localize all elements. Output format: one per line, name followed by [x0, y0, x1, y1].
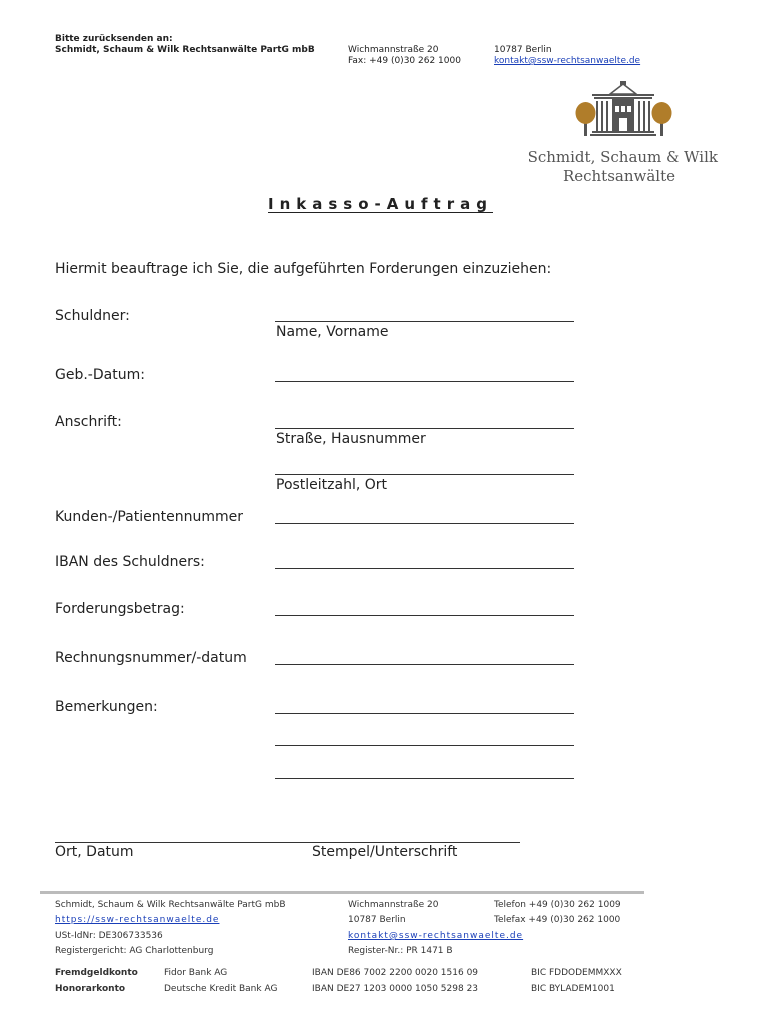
footer-divider: [40, 891, 644, 894]
sublabel-strasse: Straße, Hausnummer: [276, 431, 426, 447]
logo-firm-name: Schmidt, Schaum & Wilk: [527, 148, 718, 166]
input-line-betrag[interactable]: [275, 615, 574, 616]
input-line-iban[interactable]: [275, 568, 574, 569]
sublabel-name-vorname: Name, Vorname: [276, 324, 389, 340]
label-kunden-nr: Kunden-/Patientennummer: [55, 509, 243, 525]
input-line-rechnung[interactable]: [275, 664, 574, 665]
footer-telefax: Telefax +49 (0)30 262 1000: [494, 915, 621, 925]
header-fax: Fax: +49 (0)30 262 1000: [348, 56, 461, 66]
label-bemerkungen: Bemerkungen:: [55, 699, 158, 715]
firm-logo: [570, 80, 680, 140]
bank-row-bank: Fidor Bank AG: [164, 968, 228, 978]
page-title: Inkasso-Auftrag: [268, 195, 493, 213]
building-trees-icon: [570, 80, 680, 140]
footer-website-link[interactable]: https://ssw-rechtsanwaelte.de: [55, 915, 220, 925]
header-firm-name: Schmidt, Schaum & Wilk Rechtsanwälte PartG mbB: [55, 45, 315, 55]
label-iban: IBAN des Schuldners:: [55, 554, 205, 570]
input-line-bemerkungen-1[interactable]: [275, 713, 574, 714]
signature-line[interactable]: [55, 842, 520, 843]
input-line-kunden-nr[interactable]: [275, 523, 574, 524]
bank-row-iban: IBAN DE27 1203 0000 1050 5298 23: [312, 984, 479, 994]
label-rechnung: Rechnungsnummer/-datum: [55, 650, 247, 666]
input-line-plz-ort[interactable]: [275, 474, 574, 475]
input-line-bemerkungen-2[interactable]: [275, 745, 574, 746]
footer-phone: Telefon +49 (0)30 262 1009: [494, 900, 621, 910]
header-street: Wichmannstraße 20: [348, 45, 439, 55]
footer-street: Wichmannstraße 20: [348, 900, 439, 910]
label-anschrift: Anschrift:: [55, 414, 122, 430]
input-line-strasse[interactable]: [275, 428, 574, 429]
label-schuldner: Schuldner:: [55, 308, 130, 324]
label-geb-datum: Geb.-Datum:: [55, 367, 145, 383]
bank-row-bank: Deutsche Kredit Bank AG: [164, 984, 278, 994]
footer-email-link[interactable]: kontakt@ssw-rechtsanwaelte.de: [348, 931, 524, 941]
sublabel-plz-ort: Postleitzahl, Ort: [276, 477, 388, 493]
header-city: 10787 Berlin: [494, 45, 552, 55]
bank-row-bic: BIC FDDODEMMXXX: [531, 968, 622, 978]
logo-firm-subtitle: Rechtsanwälte: [562, 167, 675, 185]
intro-text: Hiermit beauftrage ich Sie, die aufgeführten Forderungen einzuziehen:: [55, 261, 552, 277]
label-betrag: Forderungsbetrag:: [55, 601, 185, 617]
label-ort-datum: Ort, Datum: [55, 844, 134, 860]
bank-row-label: Honorarkonto: [55, 984, 126, 994]
input-line-geb-datum[interactable]: [275, 381, 574, 382]
bank-row-iban: IBAN DE86 7002 2200 0020 1516 09: [312, 968, 479, 978]
footer-register-court: Registergericht: AG Charlottenburg: [55, 946, 214, 956]
bank-row-label: Fremdgeldkonto: [55, 968, 138, 978]
footer-firm: Schmidt, Schaum & Wilk Rechtsanwälte PartG mbB: [55, 900, 286, 910]
return-label: Bitte zurücksenden an:: [55, 34, 173, 44]
footer-city: 10787 Berlin: [348, 915, 406, 925]
footer-ust: USt-IdNr: DE306733536: [55, 931, 163, 941]
bank-row-bic: BIC BYLADEM1001: [531, 984, 615, 994]
header-email-link[interactable]: kontakt@ssw-rechtsanwaelte.de: [494, 56, 641, 66]
input-line-bemerkungen-3[interactable]: [275, 778, 574, 779]
label-stempel-unterschrift: Stempel/Unterschrift: [312, 844, 458, 860]
input-line-name[interactable]: [275, 321, 574, 322]
footer-register-nr: Register-Nr.: PR 1471 B: [348, 946, 453, 956]
